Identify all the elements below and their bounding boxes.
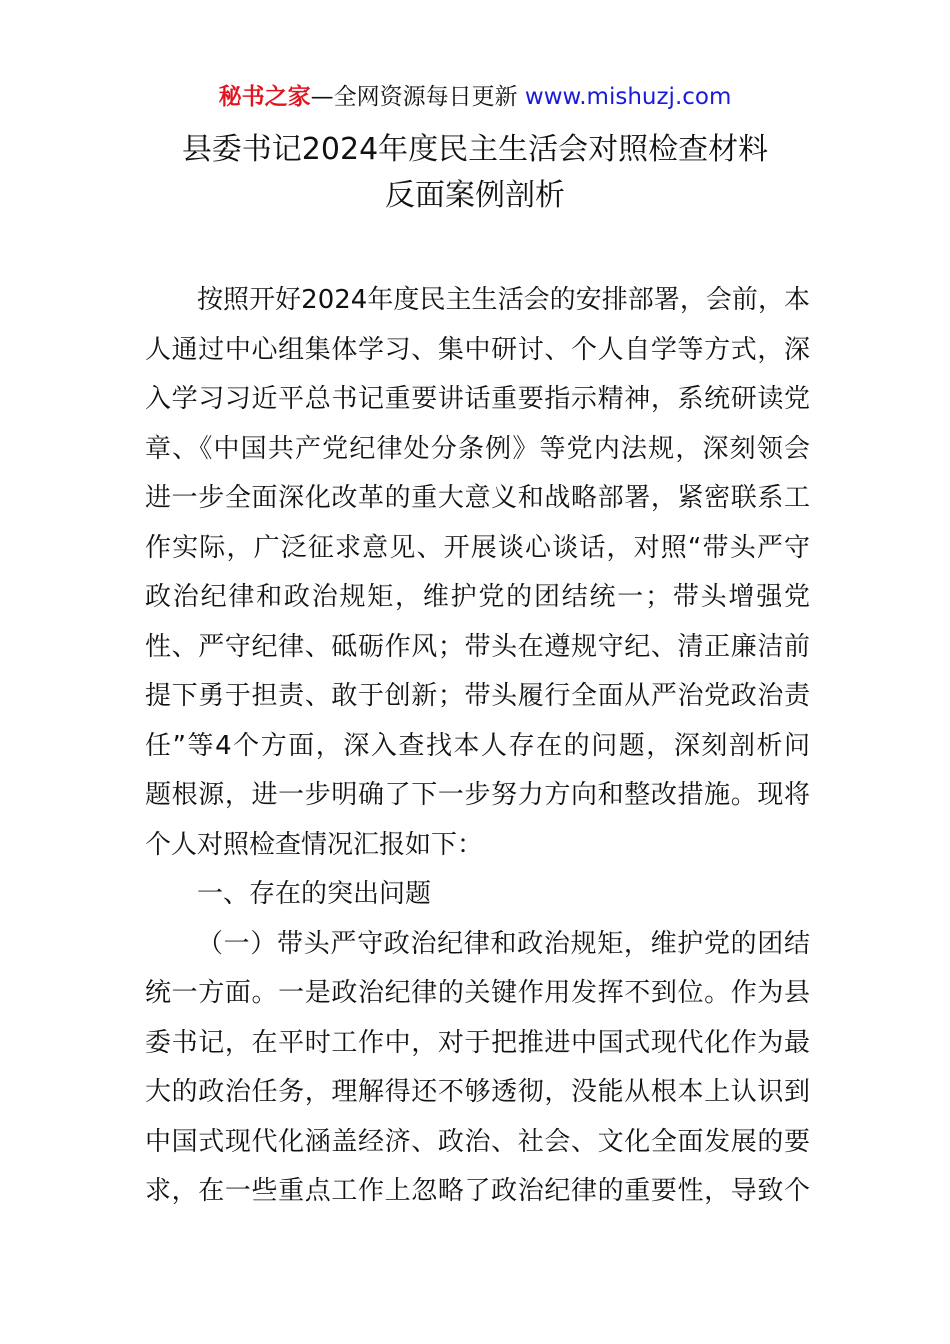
body-line: 进一步全面深化改革的重大意义和战略部署，紧密联系工: [145, 483, 810, 513]
site-brand: 秘书之家: [218, 84, 311, 110]
document-body: [145, 276, 810, 1217]
body-line: 委书记，在平时工作中，对于把推进中国式现代化作为最: [145, 1027, 810, 1058]
body-line: 提下勇于担责、敢于创新；带头履行全面从严治党政治责: [145, 681, 810, 711]
body-line: 入学习习近平总书记重要讲话重要指示精神，系统研读党: [145, 384, 810, 414]
body-line: 中国式现代化涵盖经济、政治、社会、文化全面发展的要: [145, 1126, 810, 1157]
body-line: 个人对照检查情况汇报如下：: [145, 829, 484, 860]
body-line: 任”等4个方面，深入查找本人存在的问题，深刻剖析问: [145, 730, 810, 761]
body-line: 统一方面。一是政治纪律的关键作用发挥不到位。作为县: [145, 978, 810, 1008]
body-line: 人通过中心组集体学习、集中研讨、个人自学等方式，深: [145, 334, 810, 365]
body-line: 章、《中国共产党纪律处分条例》等党内法规，深刻领会: [145, 433, 810, 464]
body-line: （一）带头严守政治纪律和政治规矩，维护党的团结: [197, 928, 810, 959]
site-banner: [0, 82, 950, 112]
body-line: 性、严守纪律、砥砺作风；带头在遵规守纪、清正廉洁前: [145, 631, 810, 662]
body-line: 政治纪律和政治规矩，维护党的团结统一；带头增强党: [145, 582, 810, 612]
body-line: 按照开好2024年度民主生活会的安排部署，会前，本: [197, 285, 810, 315]
site-tagline: —全网资源每日更新: [310, 84, 518, 110]
document-title-line-1: 县委书记2024年度民主生活会对照检查材料: [181, 132, 769, 167]
body-line: 作实际，广泛征求意见、开展谈心谈话，对照“带头严守: [145, 532, 810, 563]
body-line: 题根源，进一步明确了下一步努力方向和整改措施。现将: [145, 780, 810, 810]
site-url-link[interactable]: www.mishuzj.com: [524, 84, 732, 110]
body-line: 大的政治任务，理解得还不够透彻，没能从根本上认识到: [145, 1077, 810, 1107]
body-line: 求，在一些重点工作上忽略了政治纪律的重要性，导致个: [145, 1176, 810, 1206]
document-title-line-2: 反面案例剖析: [385, 178, 565, 213]
section-heading: 一、存在的突出问题: [197, 879, 432, 909]
